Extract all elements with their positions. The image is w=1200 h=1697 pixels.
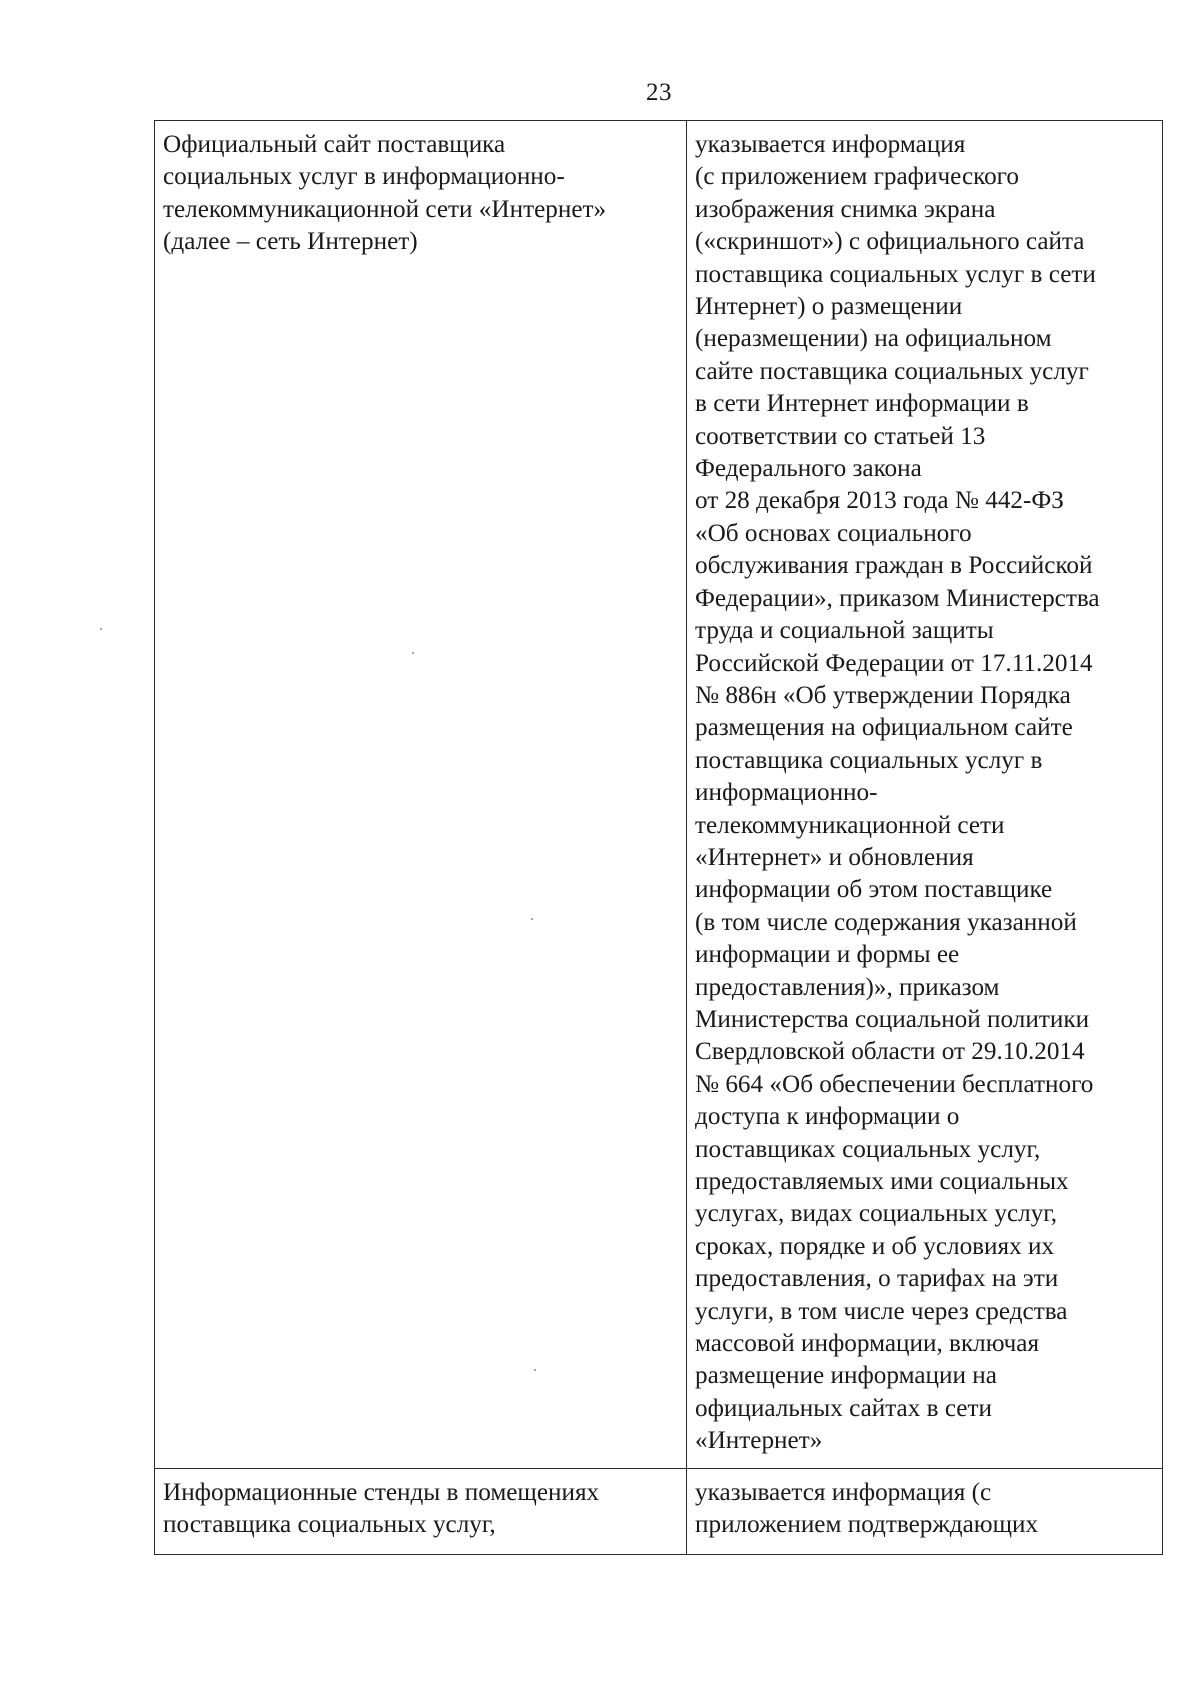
table-row [155,1468,1163,1554]
page-number: 23 [646,79,672,106]
table-row [155,121,1163,1469]
scan-speck [534,1369,536,1371]
document-table [154,120,1163,1555]
table-cell-parameter [155,1468,687,1554]
table-cell-description [687,1468,1163,1554]
parameter-text: Официальный сайт поставщика социальных услуг в информационно- телекоммуникационной сети «Интернет» (далее – сеть Интернет) [163,131,607,256]
scan-speck [412,652,414,654]
table-cell-parameter [155,121,687,1469]
scan-speck [531,918,533,920]
scan-speck [100,628,102,630]
table-cell-description [687,121,1163,1469]
parameter-text: Информационные стенды в помещениях поставщика социальных услуг, [163,1478,600,1539]
description-text: указывается информация (с приложением графического изображения снимка экрана («скриншот») с официального сайта поставщика социальных услуг в сети Интернет) о размещении (неразмещении) на официальном сайте поставщика социальных услуг в сети Интернет информации в соответствии со статьей 13 Федерального закона от 28 декабря 2013 года № 442-ФЗ «Об основах социального обслуживания граждан в Российской Федерации», приказом Министерства труда и социальной защиты Российской Федерации от 17.11.2014 № 886н «Об утверждении Порядка размещения на официальном сайте поставщика социальных услуг в информационно- телекоммуникационной сети «Интернет» и обновления информации об этом поставщике (в том числе содержания указанной информации и формы ее предоставления)», приказом Министерства социальной политики Свердловской области от 29.10.2014 № 664 «Об обеспечении бесплатного доступа к информации о поставщиках социальных услуг, предоставляемых ими социальных услугах, видах социальных услуг, сроках, порядке и об условиях их предоставления, о тарифах на эти услуги, в том числе через средства массовой информации, включая размещение информации на официальных сайтах в сети «Интернет» [695,131,1100,1455]
description-text: указывается информация (с приложением подтверждающих [695,1478,1039,1539]
